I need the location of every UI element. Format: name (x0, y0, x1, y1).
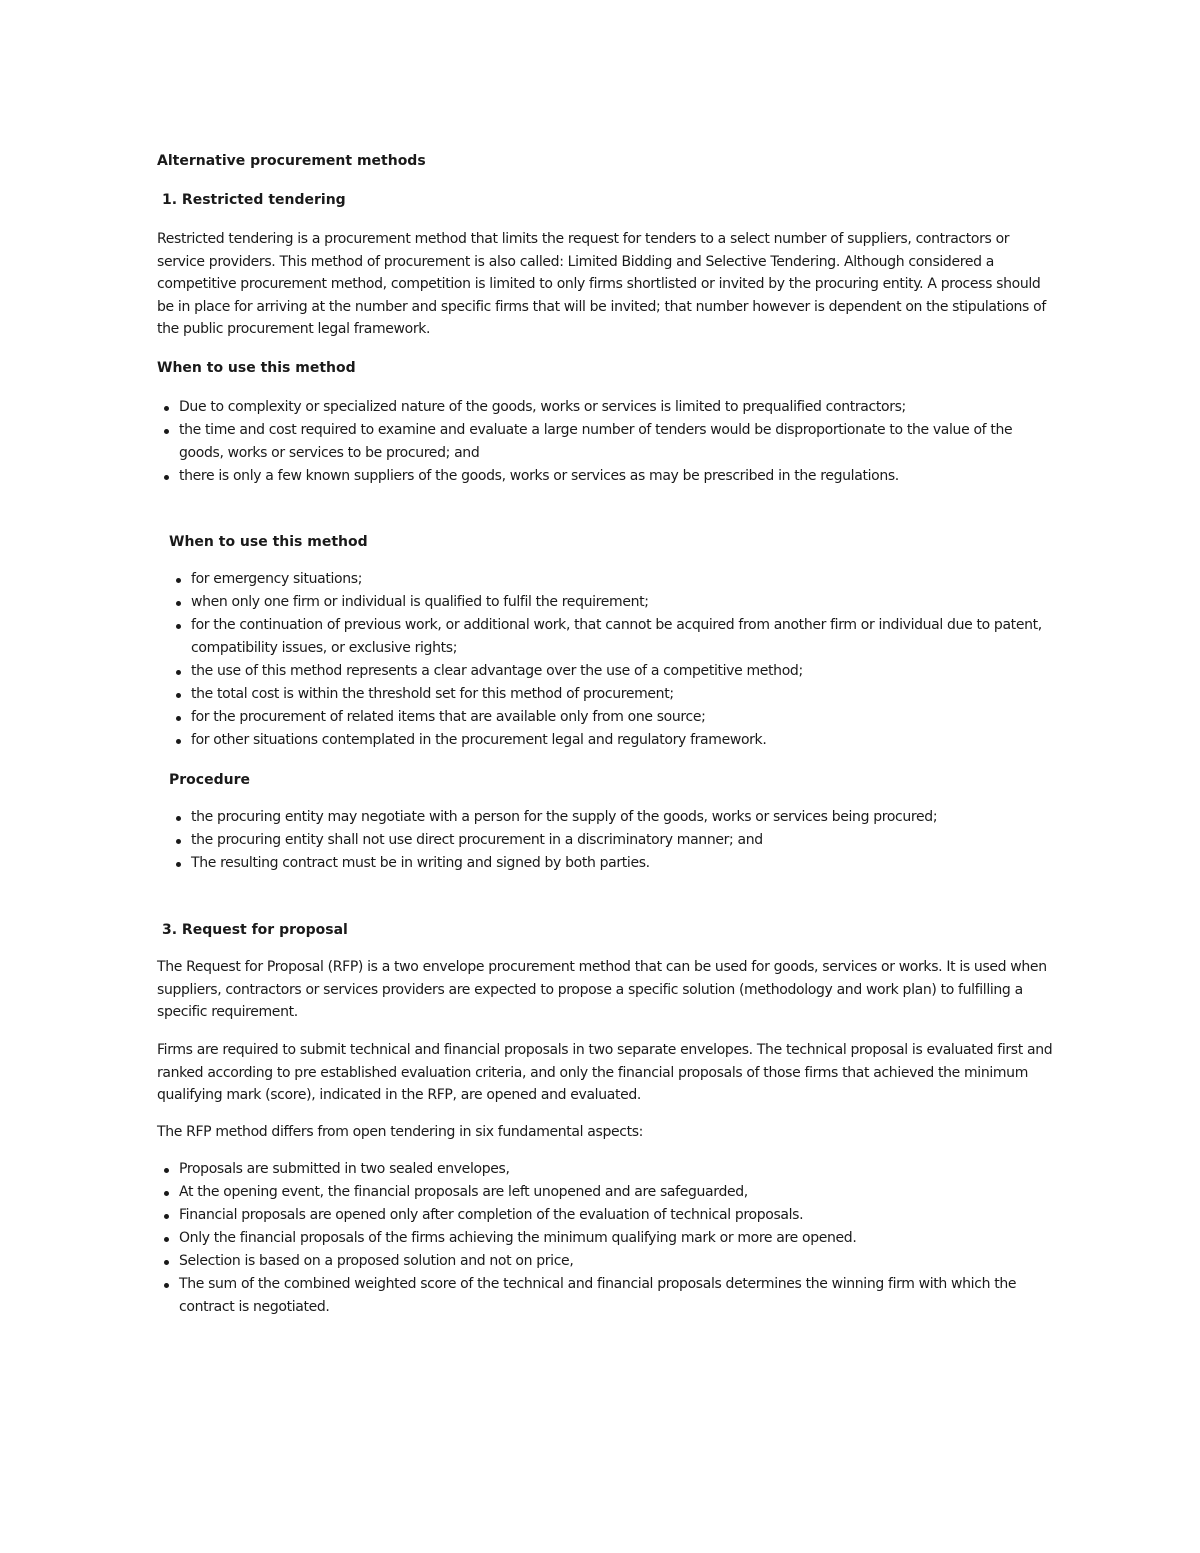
list-item: for the continuation of previous work, or additional work, that cannot be acquired from another firm or individual due to patent, compatibility issues, or exclusive rights; (169, 614, 1044, 660)
rfp-paragraph-2: Firms are required to submit technical and financial proposals in two separate envelopes. The technical proposal is evaluated first and ranked according to pre established evaluation criteria, and only the financial proposals of those firms that achieved the minimum qualifying mark (score), indicated in the RFP, are opened and evaluated. (157, 1042, 1053, 1103)
list-item: The sum of the combined weighted score of the technical and financial proposals determines the winning firm with which the contract is negotiated. (157, 1273, 1042, 1319)
list-item: Only the financial proposals of the firms achieving the minimum qualifying mark or more are opened. (157, 1227, 1042, 1250)
list-item: for the procurement of related items that are available only from one source; (169, 706, 1044, 729)
list-item: for other situations contemplated in the procurement legal and regulatory framework. (169, 729, 1044, 752)
list-item: there is only a few known suppliers of the goods, works or services as may be prescribed in the regulations. (157, 465, 1042, 488)
list-item: the time and cost required to examine and evaluate a large number of tenders would be disproportionate to the value of the goods, works or services to be procured; and (157, 419, 1042, 465)
list-item: Due to complexity or specialized nature of the goods, works or services is limited to prequalified contractors; (157, 396, 1042, 419)
section-heading-restricted-tendering: 1. Restricted tendering (162, 192, 346, 208)
when-to-use-list-2 (169, 568, 1044, 752)
list-item: Proposals are submitted in two sealed envelopes, (157, 1158, 1042, 1181)
restricted-tendering-paragraph: Restricted tendering is a procurement method that limits the request for tenders to a select number of suppliers, contractors or service providers. This method of procurement is also called: Limited Bidding and Selective Tendering. Although considered a competitive procurement method, competition is limited to only firms shortlisted or invited by the procuring entity. A process should be in place for arriving at the number and specific firms that will be invited; that number however is dependent on the stipulations of the public procurement legal framework. (157, 231, 1046, 337)
list-item: Financial proposals are opened only after completion of the evaluation of technical proposals. (157, 1204, 1042, 1227)
list-item: the use of this method represents a clear advantage over the use of a competitive method; (169, 660, 1044, 683)
list-item: the procuring entity shall not use direct procurement in a discriminatory manner; and (169, 829, 1044, 852)
section-heading-request-for-proposal: 3. Request for proposal (162, 922, 348, 938)
procedure-heading: Procedure (169, 772, 250, 788)
list-item: Selection is based on a proposed solution and not on price, (157, 1250, 1042, 1273)
rfp-paragraph-3: The RFP method differs from open tendering in six fundamental aspects: (157, 1124, 644, 1140)
list-item: when only one firm or individual is qualified to fulfil the requirement; (169, 591, 1044, 614)
rfp-paragraph-1: The Request for Proposal (RFP) is a two envelope procurement method that can be used for goods, services or works. It is used when suppliers, contractors or services providers are expected to propose a specific solution (methodology and work plan) to fulfilling a specific requirement. (157, 959, 1047, 1020)
list-item: At the opening event, the financial proposals are left unopened and are safeguarded, (157, 1181, 1042, 1204)
list-item: the total cost is within the threshold set for this method of procurement; (169, 683, 1044, 706)
list-item: The resulting contract must be in writing and signed by both parties. (169, 852, 1044, 875)
rfp-differences-list (157, 1158, 1042, 1319)
when-to-use-heading-2: When to use this method (169, 534, 368, 550)
when-to-use-heading-1: When to use this method (157, 360, 356, 376)
list-item: for emergency situations; (169, 568, 1044, 591)
list-item: the procuring entity may negotiate with a person for the supply of the goods, works or services being procured; (169, 806, 1044, 829)
procedure-list (169, 806, 1044, 875)
doc-title: Alternative procurement methods (157, 153, 426, 169)
when-to-use-list-1 (157, 396, 1042, 488)
